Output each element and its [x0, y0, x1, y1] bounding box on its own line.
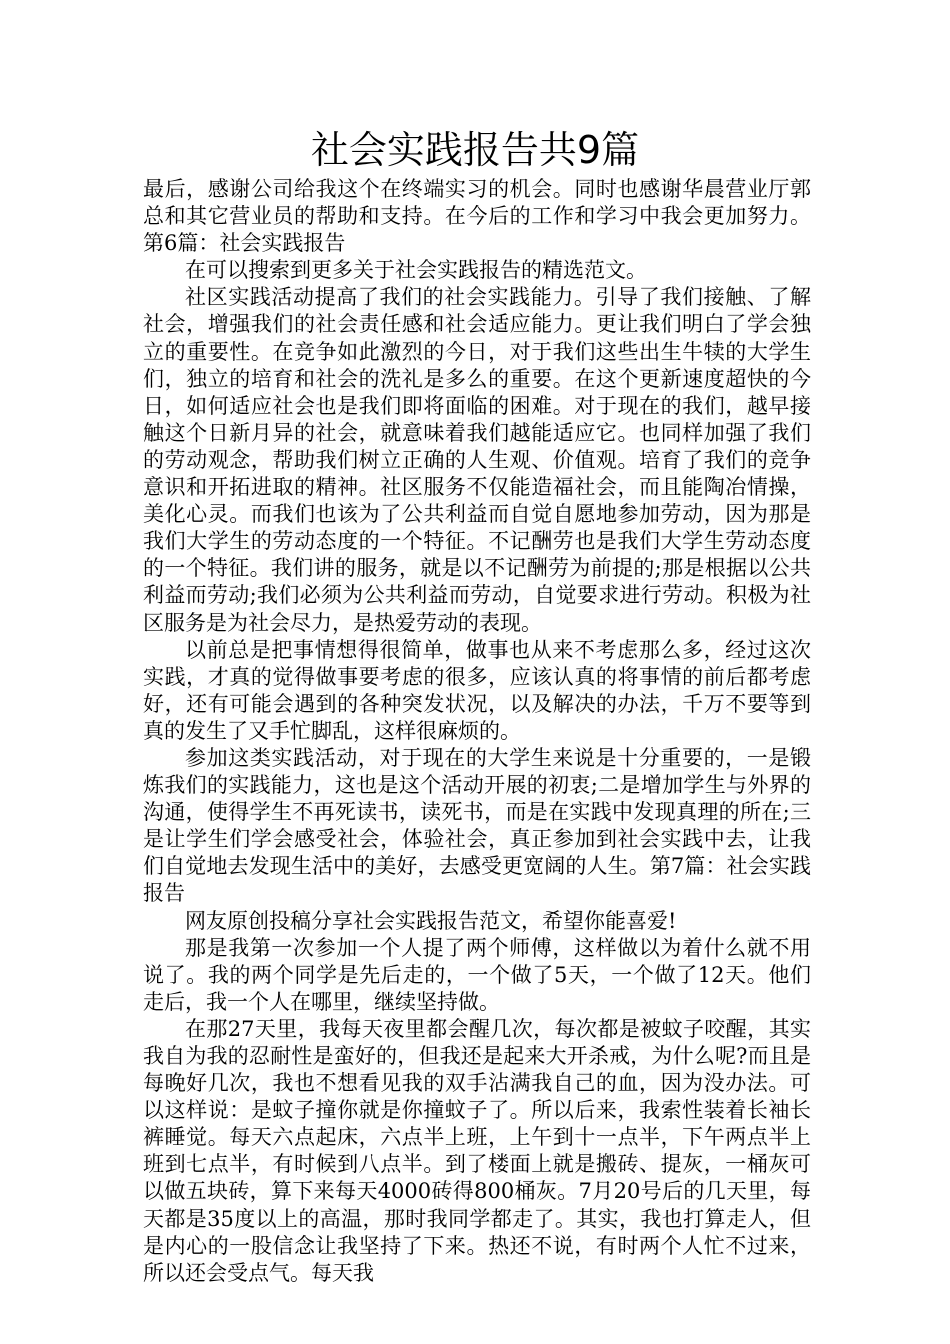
paragraph: 社区实践活动提高了我们的社会实践能力。引导了我们接触、了解社会，增强我们的社会责任感和社会适应能力。更让我们明白了学会独立的重要性。在竞争如此激烈的今日，对于我们这些出生牛犊的大学生们，独立的培育和社会的洗礼是多么的重要。在这个更新速度超快的今日，如何适应社会也是我们即将面临的困难。对于现在的我们，越早接触这个日新月异的社会，就意味着我们越能适应它。也同样加强了我们的劳动观念，帮助我们树立正确的人生观、价值观。培育了我们的竞争意识和开拓进取的精神。社区服务不仅能造福社会，而且能陶冶情操，美化心灵。而我们也该为了公共利益而自觉自愿地参加劳动，因为那是我们大学生的劳动态度的一个特征。不记酬劳也是我们大学生劳动态度的一个特征。我们讲的服务，就是以不记酬劳为前提的;那是根据以公共利益而劳动;我们必须为公共利益而劳动，自觉要求进行劳动。积极为社区服务是为社会尽力，是热爱劳动的表现。	[143, 285, 811, 635]
paragraph: 以前总是把事情想得很简单，做事也从来不考虑那么多，经过这次实践，才真的觉得做事要考虑的很多，应该认真的将事情的前后都考虑好，还有可能会遇到的各种突发状况，以及解决的办法，千万不要等到真的发生了又手忙脚乱，这样很麻烦的。	[143, 637, 811, 743]
paragraph: 网友原创投稿分享社会实践报告范文，希望你能喜爱!	[185, 908, 677, 933]
paragraph: 在可以搜索到更多关于社会实践报告的精选范文。	[185, 258, 647, 283]
paragraph: 在那27天里，我每天夜里都会醒几次，每次都是被蚊子咬醒，其实我自为我的忍耐性是蛮好的，但我还是起来大开杀戒，为什么呢?而且是每晚好几次，我也不想看见我的双手沾满我自己的血，因为没办法。可以这样说：是蚊子撞你就是你撞蚊子了。所以后来，我索性装着长袖长裤睡觉。每天六点起床，六点半上班，上午到十一点半，下午两点半上班到七点半，有时候到八点半。到了楼面上就是搬砖、提灰，一桶灰可以做五块砖，算下来每天4000砖得800桶灰。7月20号后的几天里，每天都是35度以上的高温，那时我同学都走了。其实，我也打算走人，但是内心的一股信念让我坚持了下来。热还不说，有时两个人忙不过来，所以还会受点气。每天我	[143, 1016, 811, 1285]
paragraph: 参加这类实践活动，对于现在的大学生来说是十分重要的，一是锻炼我们的实践能力，这也是这个活动开展的初衷;二是增加学生与外界的沟通，使得学生不再死读书，读死书，而是在实践中发现真理的所在;三是让学生们学会感受社会，体验社会，真正参加到社会实践中去，让我们自觉地去发现生活中的美好，去感受更宽阔的人生。第7篇：社会实践报告	[143, 745, 811, 906]
paragraph: 那是我第一次参加一个人提了两个师傅，这样做以为着什么就不用说了。我的两个同学是先后走的，一个做了5天，一个做了12天。他们走后，我一个人在哪里，继续坚持做。	[143, 935, 811, 1014]
document-body	[143, 176, 811, 1287]
document-title: 社会实践报告共9篇	[310, 128, 640, 172]
paragraph: 最后，感谢公司给我这个在终端实习的机会。同时也感谢华晨营业厅郭总和其它营业员的帮助和支持。在今后的工作和学习中我会更加努力。第6篇：社会实践报告	[143, 177, 811, 256]
